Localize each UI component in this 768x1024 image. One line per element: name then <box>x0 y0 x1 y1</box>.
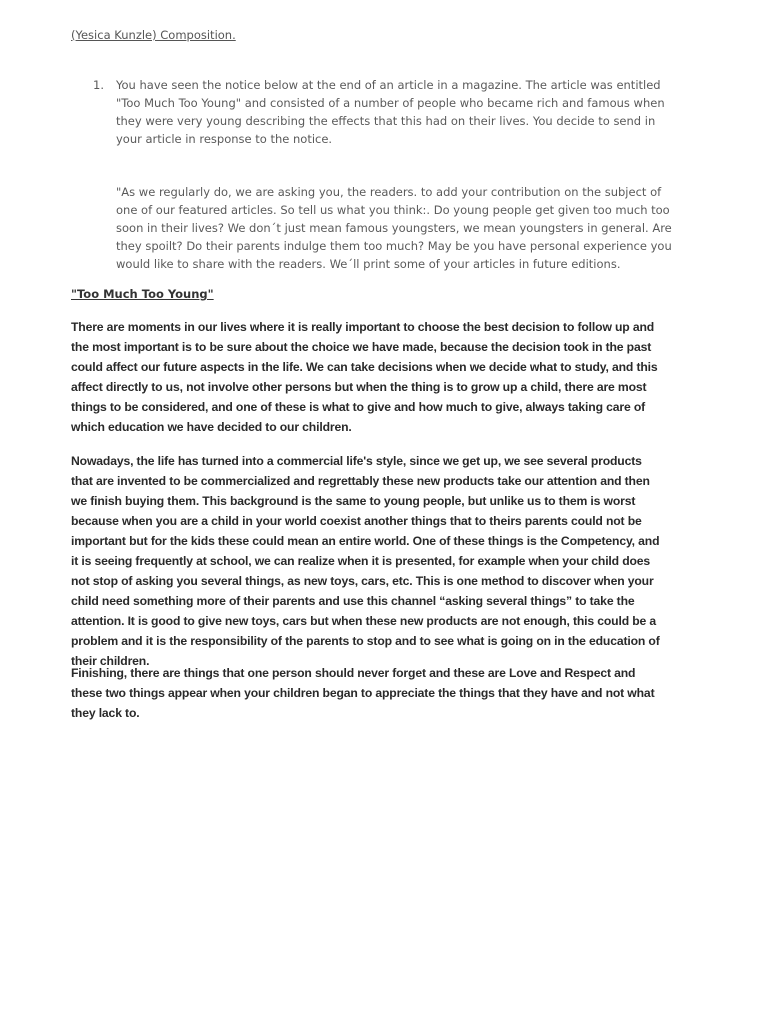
essay-title: "Too Much Too Young" <box>71 287 214 301</box>
essay-paragraph: Finishing, there are things that one person should never forget and these are Love and Respect and these two things appear when your children began to appreciate the things that they have and not what they lack to. <box>71 666 655 720</box>
essay-paragraph: Nowadays, the life has turned into a commercial life's style, since we get up, we see several products that are invented to be commercialized and regrettably these new products take our attention and then we finish buying them. This background is the same to young people, but unlike us to them is worst because when you are a child in your world coexist another things that to theirs parents could not be important but for the kids these could mean an entire world. One of these things is the Competency, and it is seeing frequently at school, we can realize when it is presented, for example when your child does not stop of asking you several things, as new toys, cars, etc. This is one method to discover when your child need something more of their parents and use this channel “asking several things” to take the attention. It is good to give new toys, cars but when these new products are not enough, this could be a problem and it is the responsibility of the parents to stop and to see what is going on in the education of their children. <box>71 454 660 668</box>
essay-paragraph: There are moments in our lives where it is really important to choose the best decision to follow up and the most important is to be sure about the choice we have made, because the decision took in the past could affect our future aspects in the life. We can take decisions when we decide what to study, and this affect directly to us, not involve other persons but when the thing is to grow up a child, there are most things to be considered, and one of these is what to give and how much to give, always taking care of which education we have decided to our children. <box>71 320 658 434</box>
task-number: 1. <box>93 78 104 92</box>
document-header: (Yesica Kunzle) Composition. <box>71 28 236 42</box>
task-item <box>93 76 673 148</box>
task-text: You have seen the notice below at the end of an article in a magazine. The article was entitled "Too Much Too Young" and consisted of a number of people who became rich and famous when they were very young describing the effects that this had on their lives. You decide to send in your article in response to the notice. <box>116 78 665 146</box>
notice-quote: "As we regularly do, we are asking you, the readers. to add your contribution on the subject of one of our featured articles. So tell us what you think:. Do young people get given too much too soon in their lives? We don´t just mean famous youngsters, we mean youngsters in general. Are they spoilt? Do their parents indulge them too much? May be you have personal experience you would like to share with the readers. We´ll print some of your articles in future editions. <box>116 185 672 271</box>
